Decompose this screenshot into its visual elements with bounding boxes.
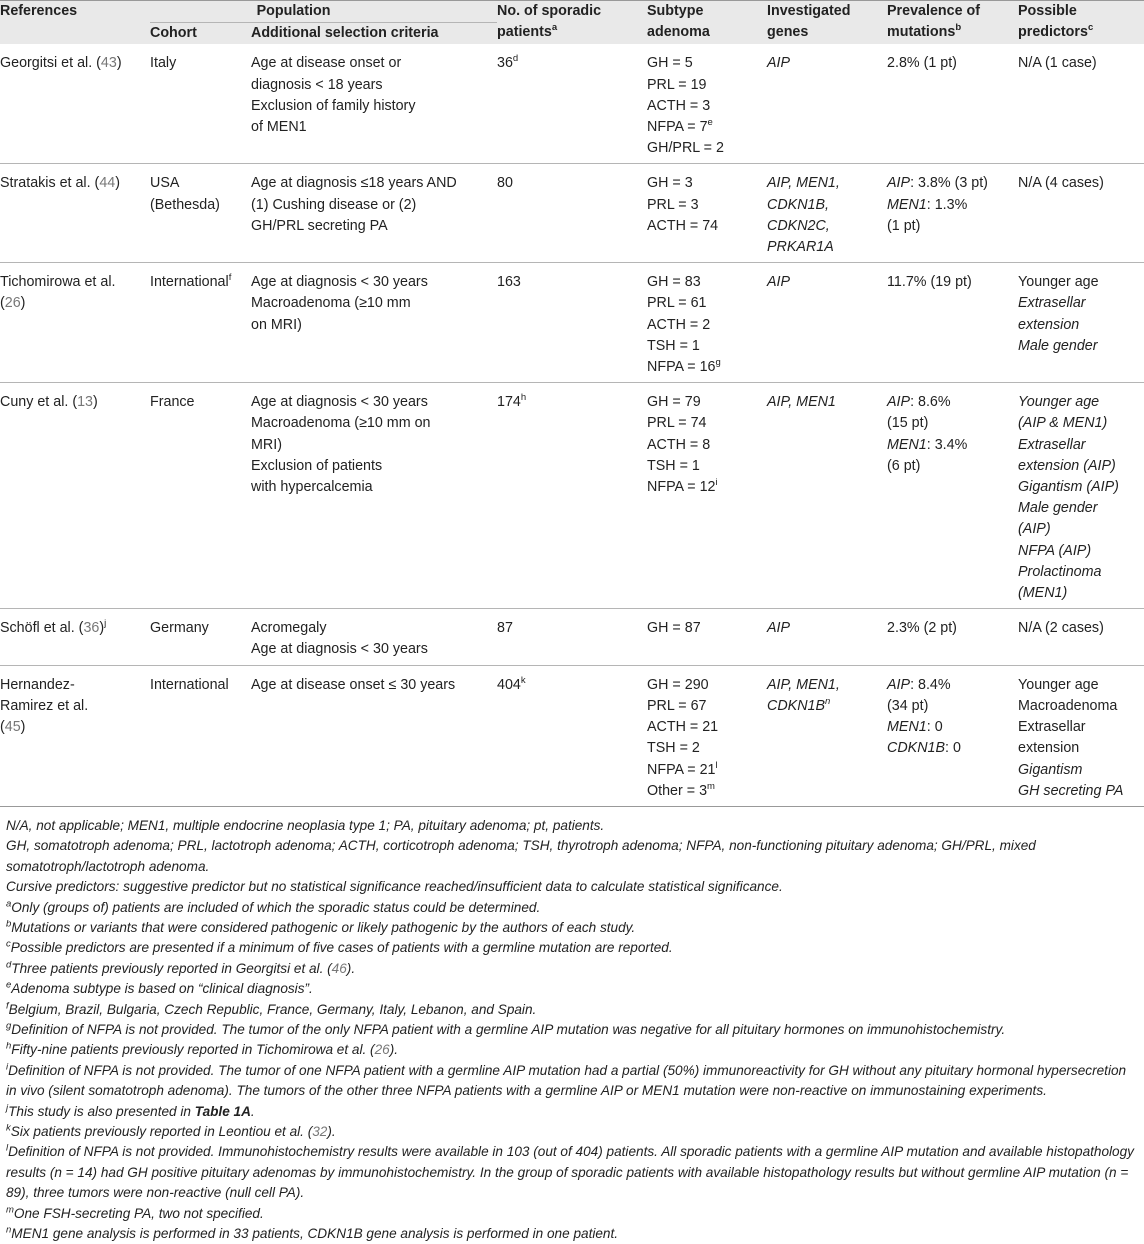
header-prevalence: Prevalence of mutations$^b$ <box>887 3 980 41</box>
cell-predictors: N/A (4 cases) <box>1018 164 1144 263</box>
table-row <box>0 164 1144 263</box>
cell-prevalence: AIP: 8.4% (34 pt) MEN1: 0 CDKN1B: 0 <box>887 665 1018 806</box>
footnote-j: $^j$This study is also presented in Table 1A. <box>6 1102 255 1119</box>
cell-predictors: Younger age Extrasellar extension Male gender <box>1018 263 1144 383</box>
cell-cohort: International$^f$ <box>150 263 251 383</box>
cell-subtypes: GH = 5 PRL = 19 ACTH = 3 NFPA = $7^e$ GH/PRL = 2 <box>647 55 724 157</box>
cell-patients: 404$^k$ <box>497 665 647 806</box>
cell-criteria: Age at diagnosis < 30 years Macroadenoma (≥10 mm on MRI) <box>251 263 497 383</box>
citation-link[interactable]: 44 <box>99 175 116 192</box>
cell-criteria: Age at disease onset or diagnosis < 18 years Exclusion of family history of MEN1 <box>251 55 416 136</box>
cell-patients: 174$^h$ <box>497 383 647 609</box>
cell-prevalence: 2.8% (1 pt) <box>887 55 957 72</box>
cell-subtypes: GH = 290 PRL = 67 ACTH = 21 TSH = 2 NFPA = $21^l$ Other = $3^m$ <box>647 665 767 806</box>
footnote-abbrev: N/A, not applicable; MEN1, multiple endocrine neoplasia type 1; PA, pituitary adenoma; pt, patients. <box>6 817 605 833</box>
cell-criteria: Age at diagnosis ≤18 years AND (1) Cushing disease or (2) GH/PRL secreting PA <box>251 164 497 263</box>
header-criteria: Additional selection criteria <box>251 23 497 45</box>
cell-genes: AIP, MEN1 <box>767 383 887 609</box>
cell-genes: AIP <box>767 609 887 665</box>
table-link[interactable]: Table 1A <box>194 1103 251 1119</box>
cell-reference: Cuny et al. (13) <box>0 383 150 609</box>
cell-criteria: Acromegaly Age at diagnosis < 30 years <box>251 609 497 665</box>
footnote-cursive: Cursive predictors: suggestive predictor but no statistical significance reached/insufficient data to calculate statistical significance. <box>6 879 783 895</box>
cell-predictors: N/A (2 cases) <box>1018 609 1144 665</box>
cell-cohort: Germany <box>150 609 251 665</box>
table-row <box>0 665 1144 806</box>
cell-prevalence: AIP: 3.8% (3 pt) MEN1: 1.3% (1 pt) <box>887 164 1018 263</box>
cell-prevalence: 2.3% (2 pt) <box>887 609 1018 665</box>
header-sporadic: No. of sporadic patients$^a$ <box>497 3 602 41</box>
cell-subtypes: GH = 79 PRL = 74 ACTH = 8 TSH = 1 NFPA = $12^i$ <box>647 383 767 609</box>
cell-criteria: Age at diagnosis < 30 years Macroadenoma (≥10 mm on MRI) Exclusion of patients with hypercalcemia <box>251 383 497 609</box>
table-row <box>0 263 1144 383</box>
citation-link[interactable]: 45 <box>4 719 21 736</box>
cell-subtypes: GH = 83 PRL = 61 ACTH = 2 TSH = 1 NFPA = $16^g$ <box>647 263 767 383</box>
cell-prevalence: 11.7% (19 pt) <box>887 263 1018 383</box>
cell-genes: AIP, MEN1, CDKN1B, CDKN2C, PRKAR1A <box>767 164 887 263</box>
citation-link[interactable]: 13 <box>77 394 93 411</box>
footnote-f: $^f$Belgium, Brazil, Bulgaria, Czech Republic, France, Germany, Italy, Lebanon, and Spain. <box>6 1000 537 1017</box>
cell-cohort: International <box>150 665 251 806</box>
footnote-h: $^h$Fifty-nine patients previously reported in Tichomirowa et al. (26). <box>6 1040 399 1058</box>
cell-patients: 163 <box>497 263 647 383</box>
citation-link[interactable]: 46 <box>331 960 347 976</box>
cell-cohort: Italy <box>150 55 177 72</box>
citation-link[interactable]: 26 <box>374 1042 390 1058</box>
footnote-d: $^d$Three patients previously reported in Georgitsi et al. (46). <box>6 959 356 976</box>
cell-predictors: Younger age Macroadenoma Extrasellar extension Gigantism GH secreting PA <box>1018 665 1144 806</box>
cell-reference: Stratakis et al. (44) <box>0 164 150 263</box>
cell-predictors: N/A (1 case) <box>1018 55 1097 72</box>
footnote-abbrev: GH, somatotroph adenoma; PRL, lactotroph adenoma; ACTH, corticotroph adenoma; TSH, thyrotroph adenoma; NFPA, non-functioning pituitary adenoma; GH/PRL, mixed somatotroph/lactotroph adenoma. <box>6 838 1036 874</box>
cell-patients: 80 <box>497 164 647 263</box>
cell-cohort: France <box>150 383 251 609</box>
cell-genes: AIP <box>767 263 887 383</box>
table-footnotes <box>0 807 1144 1244</box>
cell-criteria: Age at disease onset ≤ 30 years <box>251 665 497 806</box>
citation-link[interactable]: 36 <box>83 620 100 637</box>
cell-reference: Georgitsi et al. (43) <box>0 55 122 72</box>
cell-genes: AIP <box>767 55 791 72</box>
table-row <box>0 44 1144 164</box>
footnote-a: $^a$Only (groups of) patients are included of which the sporadic status could be determined. <box>6 898 541 915</box>
cell-prevalence: AIP: 8.6% (15 pt) MEN1: 3.4% (6 pt) <box>887 383 1018 609</box>
cell-genes: AIP, MEN1, $CDKN1B^n$ <box>767 665 887 806</box>
citation-link[interactable]: 43 <box>100 55 117 72</box>
citation-link[interactable]: 26 <box>4 295 21 312</box>
footnote-m: $^m$One FSH-secreting PA, two not specified. <box>6 1204 264 1221</box>
header-subtype: Subtype adenoma <box>647 3 710 41</box>
header-population: Population <box>256 3 331 19</box>
cell-reference: Hernandez- Ramirez et al. (45) <box>0 665 150 806</box>
footnote-i: $^i$Definition of NFPA is not provided. The tumor of one NFPA patient with a germline AIP mutation had a partial (50%) immunoreactivity for GH without any pituitary hormonal hypersecretion in vivo (silent somatotroph adenoma). The tumors of the other three NFPA patients with a germline AIP or MEN1 mutation were non-reactive on immunostaining experiments. <box>6 1061 1127 1099</box>
cell-cohort: USA (Bethesda) <box>150 164 251 263</box>
cell-patients: 87 <box>497 609 647 665</box>
header-row-1 <box>0 1 1144 23</box>
footnote-g: $^g$Definition of NFPA is not provided. The tumor of the only NFPA patient with a germline AIP mutation was negative for all pituitary hormones on immunohistochemistry. <box>6 1020 1006 1037</box>
cell-subtypes: GH = 3 PRL = 3 ACTH = 74 <box>647 164 767 263</box>
cell-predictors: Younger age (AIP & MEN1) Extrasellar extension (AIP) Gigantism (AIP) Male gender (AIP) NFPA (AIP) Prolactinoma (MEN1) <box>1018 383 1144 609</box>
citation-link[interactable]: 32 <box>312 1124 328 1139</box>
header-predictors: Possible predictors$^c$ <box>1018 3 1094 41</box>
footnote-b: $^b$Mutations or variants that were considered pathogenic or likely pathogenic by the authors of each study. <box>6 918 636 935</box>
header-references: References <box>0 3 78 19</box>
table-row <box>0 383 1144 609</box>
header-genes: Investigated genes <box>767 3 851 41</box>
footnote-k: $^k$Six patients previously reported in Leontiou et al. (32). <box>6 1122 336 1139</box>
cell-reference: Tichomirowa et al. (26) <box>0 263 150 383</box>
footnote-l: $^l$Definition of NFPA is not provided. Immunohistochemistry results were available in 103 (out of 404) patients. All sporadic patients with a germline AIP mutation and available histopathology results (n = 14) had GH positive pituitary adenomas by immunohistochemistry. In the group of sporadic patients with available histopathology results but without germline AIP mutation (n = 89), three tumors were non-reactive (null cell PA). <box>6 1142 1134 1201</box>
footnote-e: $^e$Adenoma subtype is based on “clinical diagnosis”. <box>6 979 313 997</box>
header-cohort: Cohort <box>150 23 251 45</box>
table-row <box>0 609 1144 665</box>
cell-subtypes: GH = 87 <box>647 609 767 665</box>
cell-reference: Schöfl et al. $(36)^j$ <box>0 609 150 665</box>
cell-patients: 36$^d$ <box>497 53 519 72</box>
footnote-n: $^n$MEN1 gene analysis is performed in 33 patients, CDKN1B gene analysis is performed in one patient. <box>6 1224 619 1242</box>
footnote-c: $^c$Possible predictors are presented if a minimum of five cases of patients with a germline mutation are reported. <box>6 938 673 956</box>
